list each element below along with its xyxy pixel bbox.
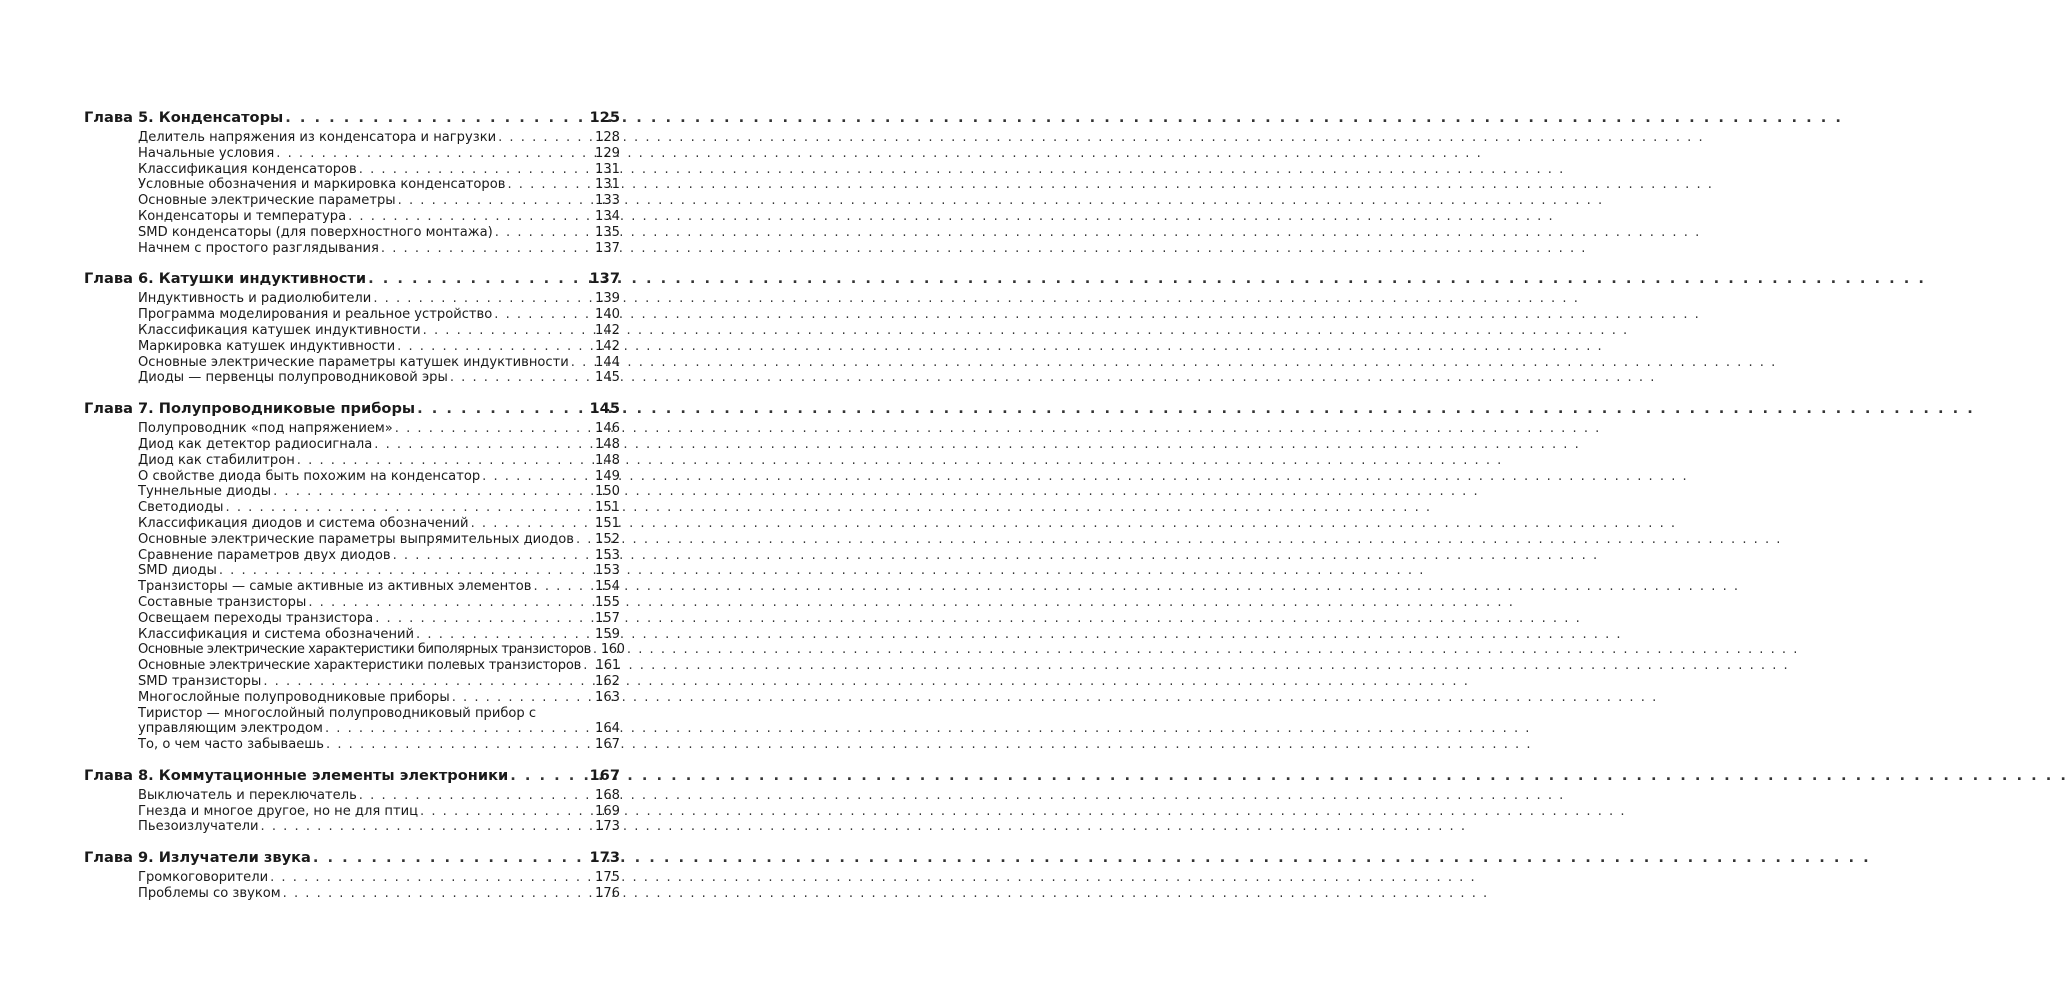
- section-title: Основные электрические параметры: [138, 193, 396, 209]
- section-row: [138, 162, 620, 178]
- section-page: 131: [595, 177, 620, 193]
- dot-leader: [423, 323, 593, 339]
- dot-leader: [325, 721, 593, 737]
- section-title: SMD конденсаторы (для поверхностного монтажа): [138, 224, 493, 240]
- section-row: [138, 370, 620, 386]
- section-page: 151: [595, 500, 620, 516]
- section-page: 164: [595, 721, 620, 737]
- dot-leader: [393, 548, 593, 564]
- section-title: Делитель напряжения из конденсатора и нагрузки: [138, 130, 497, 145]
- dot-leader: [534, 579, 593, 595]
- table-of-contents: [84, 107, 625, 914]
- section-page: 135: [595, 224, 620, 240]
- dot-leader: [495, 225, 593, 241]
- section-row: [138, 484, 620, 500]
- section-row: [138, 548, 620, 564]
- chapter-page: 137: [589, 270, 620, 288]
- section-title: Конденсаторы и температура: [138, 208, 347, 224]
- dot-leader: [313, 847, 588, 869]
- dot-leader: [359, 162, 593, 178]
- section-title: Составные транзисторы: [138, 594, 307, 610]
- dot-leader: [397, 339, 593, 355]
- chapter-page: 167: [589, 766, 620, 784]
- chapter-title: Глава 6. Катушки индуктивности: [84, 270, 367, 288]
- section-title: Громкоговорители: [138, 870, 269, 886]
- section-title: Туннельные диоды: [138, 484, 272, 500]
- dot-leader: [471, 516, 593, 532]
- section-row: [138, 804, 620, 820]
- section-title: SMD диоды: [138, 563, 217, 579]
- section-page: 144: [595, 354, 620, 370]
- section-page: 139: [595, 291, 620, 307]
- chapter-heading: [84, 268, 620, 290]
- section-title: Маркировка катушек индуктивности: [138, 338, 396, 354]
- chapter-title: Глава 8. Коммутационные элементы электроники: [84, 766, 509, 784]
- section-row: [138, 886, 620, 902]
- dot-leader: [368, 268, 587, 290]
- chapter-5: [84, 107, 620, 256]
- dot-leader: [417, 398, 587, 420]
- chapter-8: [84, 765, 620, 835]
- section-title: Основные электрические параметры катушек индуктивности: [138, 354, 569, 370]
- section-page: 159: [595, 626, 620, 642]
- section-row: [138, 595, 620, 611]
- dot-leader: [308, 595, 593, 611]
- section-row: [138, 870, 620, 886]
- dot-leader: [494, 307, 593, 323]
- dot-leader: [510, 765, 587, 787]
- section-page: 131: [595, 161, 620, 177]
- section-page: 128: [595, 130, 620, 145]
- chapter-9: [84, 847, 620, 902]
- dot-leader: [261, 819, 593, 835]
- dot-leader: [576, 532, 593, 548]
- section-page: 149: [595, 468, 620, 484]
- section-page: 148: [595, 436, 620, 452]
- section-row: [138, 674, 620, 690]
- dot-leader: [398, 193, 593, 209]
- section-title: Диод как стабилитрон: [138, 452, 295, 468]
- dot-leader: [420, 804, 593, 820]
- section-title: Гнезда и многое другое, но не для птиц: [138, 803, 419, 819]
- dot-leader: [416, 627, 593, 643]
- dot-leader: [276, 146, 593, 162]
- section-title: Индуктивность и радиолюбители: [138, 291, 372, 307]
- section-list: [84, 787, 620, 835]
- section-page: 150: [595, 484, 620, 500]
- section-page: 157: [595, 610, 620, 626]
- section-title: То, о чем часто забываешь: [138, 737, 324, 753]
- section-row: [138, 291, 620, 307]
- section-row: [138, 658, 620, 674]
- section-list: [84, 129, 620, 256]
- section-row: [138, 241, 620, 257]
- dot-leader: [450, 370, 593, 386]
- section-page: 175: [595, 870, 620, 886]
- chapter-page: 145: [589, 400, 620, 418]
- section-page: 140: [595, 307, 620, 323]
- dot-leader: [273, 484, 593, 500]
- dot-leader: [326, 737, 593, 753]
- section-row: [138, 193, 620, 209]
- section-page: 151: [595, 515, 620, 531]
- section-row: [138, 788, 620, 804]
- chapter-title: Глава 7. Полупроводниковые приборы: [84, 400, 416, 418]
- section-row: [138, 500, 620, 516]
- section-title: Классификация диодов и система обозначений: [138, 515, 469, 531]
- section-page: 169: [595, 803, 620, 819]
- section-title: Светодиоды: [138, 500, 224, 516]
- section-title: Диоды — первенцы полупроводниковой эры: [138, 370, 448, 386]
- section-row: [138, 737, 620, 753]
- section-title: Начальные условия: [138, 145, 275, 161]
- section-page: 168: [595, 787, 620, 803]
- section-row: [138, 819, 620, 835]
- section-row: [138, 421, 620, 437]
- dot-leader: [498, 130, 593, 146]
- dot-leader: [219, 563, 593, 579]
- section-page: 154: [595, 579, 620, 595]
- dot-leader: [381, 241, 593, 257]
- dot-leader: [263, 674, 593, 690]
- section-title: Основные электрические характеристики биполярных транзисторов: [138, 642, 591, 658]
- section-row: [138, 307, 620, 323]
- section-page: 160: [600, 642, 625, 658]
- section-row: [138, 563, 620, 579]
- section-page: 153: [595, 563, 620, 579]
- section-row: [138, 355, 620, 371]
- section-page: 146: [595, 421, 620, 437]
- section-row: [138, 627, 620, 643]
- section-title: Основные электрические характеристики полевых транзисторов: [138, 658, 582, 674]
- section-page: 176: [595, 886, 620, 902]
- section-list: [84, 869, 620, 902]
- section-title: Полупроводник «под напряжением»: [138, 421, 393, 437]
- section-page: 152: [595, 531, 620, 547]
- dot-leader: [395, 421, 593, 437]
- section-title-line1: Тиристор — многослойный полупроводниковый прибор с: [138, 705, 537, 721]
- chapter-6: [84, 268, 620, 386]
- section-title: О свойстве диода быть похожим на конденсатор: [138, 468, 481, 484]
- section-row: [138, 516, 620, 532]
- section-page: 148: [595, 452, 620, 468]
- section-title: Классификация и система обозначений: [138, 626, 415, 642]
- section-page: 133: [595, 193, 620, 209]
- dot-leader: [373, 291, 593, 307]
- chapter-title: Глава 5. Конденсаторы: [84, 109, 284, 126]
- section-page: 161: [595, 658, 620, 674]
- section-row: [138, 469, 620, 485]
- dot-leader: [375, 611, 593, 627]
- dot-leader: [507, 177, 593, 193]
- section-title: Выключатель и переключатель: [138, 787, 357, 803]
- dot-leader: [593, 642, 599, 658]
- chapter-heading: [84, 847, 620, 869]
- section-row: [138, 323, 620, 339]
- section-page: 145: [595, 370, 620, 386]
- section-title: Классификация конденсаторов: [138, 161, 357, 177]
- section-row: [138, 177, 620, 193]
- section-list: [84, 420, 625, 753]
- section-page: 129: [595, 145, 620, 161]
- chapter-heading: [84, 398, 620, 420]
- dot-leader: [348, 209, 593, 225]
- section-page: 142: [595, 338, 620, 354]
- section-row: [138, 453, 620, 469]
- section-title: Пьезоизлучатели: [138, 819, 259, 835]
- section-row: [138, 437, 620, 453]
- section-page: 142: [595, 322, 620, 338]
- chapter-page: 125: [589, 109, 620, 126]
- dot-leader: [226, 500, 593, 516]
- section-row: [138, 721, 620, 737]
- section-title: Диод как детектор радиосигнала: [138, 436, 373, 452]
- section-page: 167: [595, 737, 620, 753]
- dot-leader: [359, 788, 593, 804]
- section-title: Многослойные полупроводниковые приборы: [138, 689, 450, 705]
- section-title: SMD транзисторы: [138, 673, 262, 689]
- section-row: [138, 642, 625, 658]
- section-row: [138, 225, 620, 241]
- section-row: [138, 146, 620, 162]
- dot-leader: [452, 690, 593, 706]
- section-row: [138, 532, 620, 548]
- chapter-page: 173: [589, 849, 620, 867]
- section-title: Программа моделирования и реальное устройство: [138, 307, 493, 323]
- dot-leader: [285, 107, 587, 129]
- section-title: Основные электрические параметры выпрямительных диодов: [138, 531, 574, 547]
- dot-leader: [283, 886, 593, 902]
- section-page: 155: [595, 594, 620, 610]
- section-row: [138, 579, 620, 595]
- section-page: 137: [595, 240, 620, 256]
- dot-leader: [482, 469, 593, 485]
- section-title: управляющим электродом: [138, 721, 323, 737]
- section-title: Освещаем переходы транзистора: [138, 610, 374, 626]
- chapter-heading: [84, 107, 620, 129]
- section-row: [138, 611, 620, 627]
- section-title: Транзисторы — самые активные из активных элементов: [138, 579, 532, 595]
- dot-leader: [583, 658, 593, 674]
- section-page: 163: [595, 689, 620, 705]
- section-title: Условные обозначения и маркировка конденсаторов: [138, 177, 506, 193]
- dot-leader: [297, 453, 593, 469]
- section-page: 134: [595, 208, 620, 224]
- dot-leader: [374, 437, 593, 453]
- chapter-7: [84, 398, 625, 753]
- section-title: Сравнение параметров двух диодов: [138, 547, 391, 563]
- chapter-heading: [84, 765, 620, 787]
- dot-leader: [270, 870, 593, 886]
- section-row: [138, 130, 620, 146]
- section-page: 173: [595, 819, 620, 835]
- section-page: 162: [595, 673, 620, 689]
- section-page: 153: [595, 547, 620, 563]
- section-list: [84, 290, 620, 386]
- section-row: [138, 209, 620, 225]
- section-title: Проблемы со звуком: [138, 886, 281, 902]
- section-row: [138, 339, 620, 355]
- chapter-title: Глава 9. Излучатели звука: [84, 849, 311, 867]
- section-title: Классификация катушек индуктивности: [138, 322, 421, 338]
- section-row: [138, 690, 620, 706]
- dot-leader: [571, 355, 593, 371]
- section-title: Начнем с простого разглядывания: [138, 240, 379, 256]
